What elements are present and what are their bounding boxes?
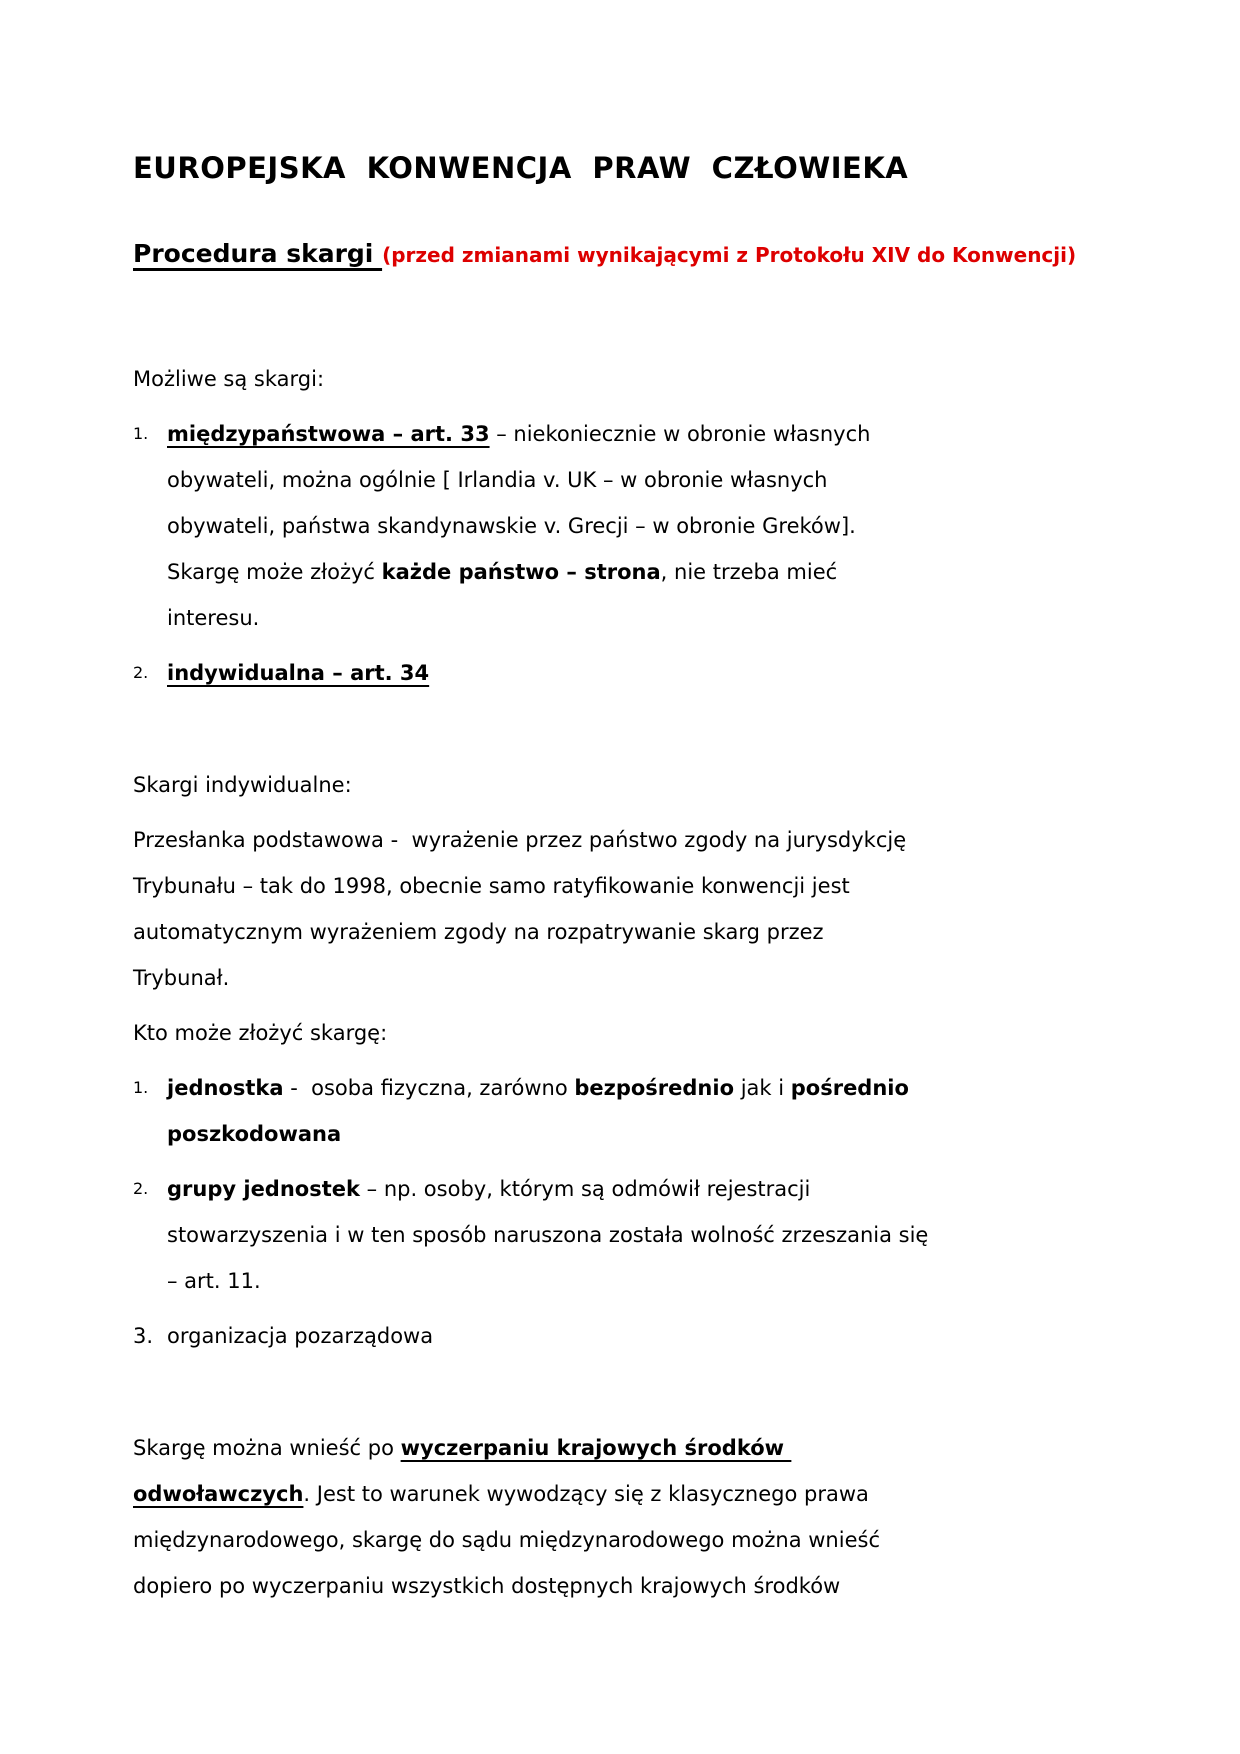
document-content — [133, 237, 1135, 1609]
text-run: obywateli, państwa skandynawskie v. Grecji – w obronie Greków]. — [167, 514, 856, 538]
text-run: – np. osoby, którym są odmówił rejestracji — [359, 1177, 811, 1201]
text-line — [167, 549, 1135, 595]
text-run: wyczerpaniu krajowych środków — [400, 1436, 792, 1460]
text-line — [167, 411, 1135, 457]
list-item — [133, 1065, 1135, 1157]
text-line — [167, 650, 1135, 696]
text-line — [167, 1212, 1135, 1258]
text-run: stowarzyszenia i w ten sposób naruszona została wolność zrzeszania się — [167, 1223, 929, 1247]
text-line — [133, 1471, 1135, 1517]
text-run: jednostka — [167, 1076, 284, 1100]
list-item-body — [167, 1065, 1135, 1157]
text-run: Skargę można wnieść po — [133, 1436, 401, 1460]
text-run: , nie trzeba mieć — [660, 560, 838, 584]
text-run: interesu. — [167, 606, 260, 630]
list-item — [133, 411, 1135, 641]
paragraph — [133, 817, 1135, 1001]
text-run: (przed zmianami wynikającymi z Protokołu XIV do Konwencji) — [382, 243, 1077, 267]
list-number: 1. — [133, 424, 149, 443]
text-run: – art. 11. — [167, 1269, 261, 1293]
text-run: pośrednio — [790, 1076, 909, 1100]
list-item — [133, 1166, 1135, 1304]
text-run: Przesłanka podstawowa - wyrażenie przez państwo zgody na jurysdykcję — [133, 828, 907, 852]
list-item-body — [167, 650, 1135, 696]
text-line — [133, 1425, 1135, 1471]
text-line — [133, 955, 1135, 1001]
text-line — [167, 1166, 1135, 1212]
text-line — [133, 817, 1135, 863]
text-run: Kto może złożyć skargę: — [133, 1021, 388, 1045]
text-run: automatycznym wyrażeniem zgody na rozpatrywanie skarg przez — [133, 920, 824, 944]
paragraph — [133, 762, 1135, 808]
text-run: Możliwe są skargi: — [133, 367, 325, 391]
list-item — [133, 650, 1135, 696]
list-item-body — [167, 1166, 1135, 1304]
text-line — [133, 909, 1135, 955]
text-run: Procedura skargi — [133, 239, 383, 268]
document-subtitle — [133, 237, 1135, 272]
text-line — [167, 1313, 1135, 1359]
text-run: indywidualna – art. 34 — [167, 661, 430, 685]
list-number: 3. — [133, 1324, 154, 1348]
paragraph — [133, 1010, 1135, 1056]
text-run: międzynarodowego, skargę do sądu międzynarodowego można wnieść — [133, 1528, 880, 1552]
text-line — [167, 457, 1135, 503]
text-run: . Jest to warunek wywodzący się z klasycznego prawa — [303, 1482, 869, 1506]
text-line — [167, 503, 1135, 549]
text-run: Skargę może złożyć — [167, 560, 382, 584]
text-run: każde państwo – strona — [381, 560, 661, 584]
paragraph — [133, 356, 1135, 402]
text-run: - osoba fizyczna, zarówno — [283, 1076, 575, 1100]
text-run: obywateli, można ogólnie [ Irlandia v. UK – w obronie własnych — [167, 468, 828, 492]
text-line — [133, 863, 1135, 909]
text-line — [133, 356, 1135, 402]
list-item-body — [167, 1313, 1135, 1359]
text-line — [133, 1563, 1135, 1609]
text-line — [167, 595, 1135, 641]
text-run: odwoławczych — [133, 1482, 304, 1506]
section-gap — [133, 705, 1135, 762]
text-run: dopiero po wyczerpaniu wszystkich dostępnych krajowych środków — [133, 1574, 841, 1598]
list-number: 2. — [133, 663, 149, 682]
text-run: – niekoniecznie w obronie własnych — [489, 422, 871, 446]
text-line — [167, 1258, 1135, 1304]
list-number: 2. — [133, 1179, 149, 1198]
text-line — [133, 762, 1135, 808]
text-run: Trybunał. — [133, 966, 230, 990]
list-item-body — [167, 411, 1135, 641]
text-run: Skargi indywidualne: — [133, 773, 352, 797]
text-run: Trybunału – tak do 1998, obecnie samo ratyfikowanie konwencji jest — [133, 874, 850, 898]
text-run: grupy jednostek — [167, 1177, 360, 1201]
paragraph — [133, 1425, 1135, 1609]
text-line — [133, 1517, 1135, 1563]
list-number: 1. — [133, 1078, 149, 1097]
text-run: międzypaństwowa – art. 33 — [167, 422, 490, 446]
list-item — [133, 1313, 1135, 1359]
text-line — [167, 1111, 1135, 1157]
section-gap — [133, 1368, 1135, 1425]
text-run: organizacja pozarządowa — [167, 1324, 434, 1348]
text-run: poszkodowana — [167, 1122, 342, 1146]
text-run: jak i — [734, 1076, 791, 1100]
text-line — [133, 1010, 1135, 1056]
document-title: EUROPEJSKA KONWENCJA PRAW CZŁOWIEKA — [133, 151, 909, 185]
text-line — [167, 1065, 1135, 1111]
text-run: bezpośrednio — [574, 1076, 735, 1100]
